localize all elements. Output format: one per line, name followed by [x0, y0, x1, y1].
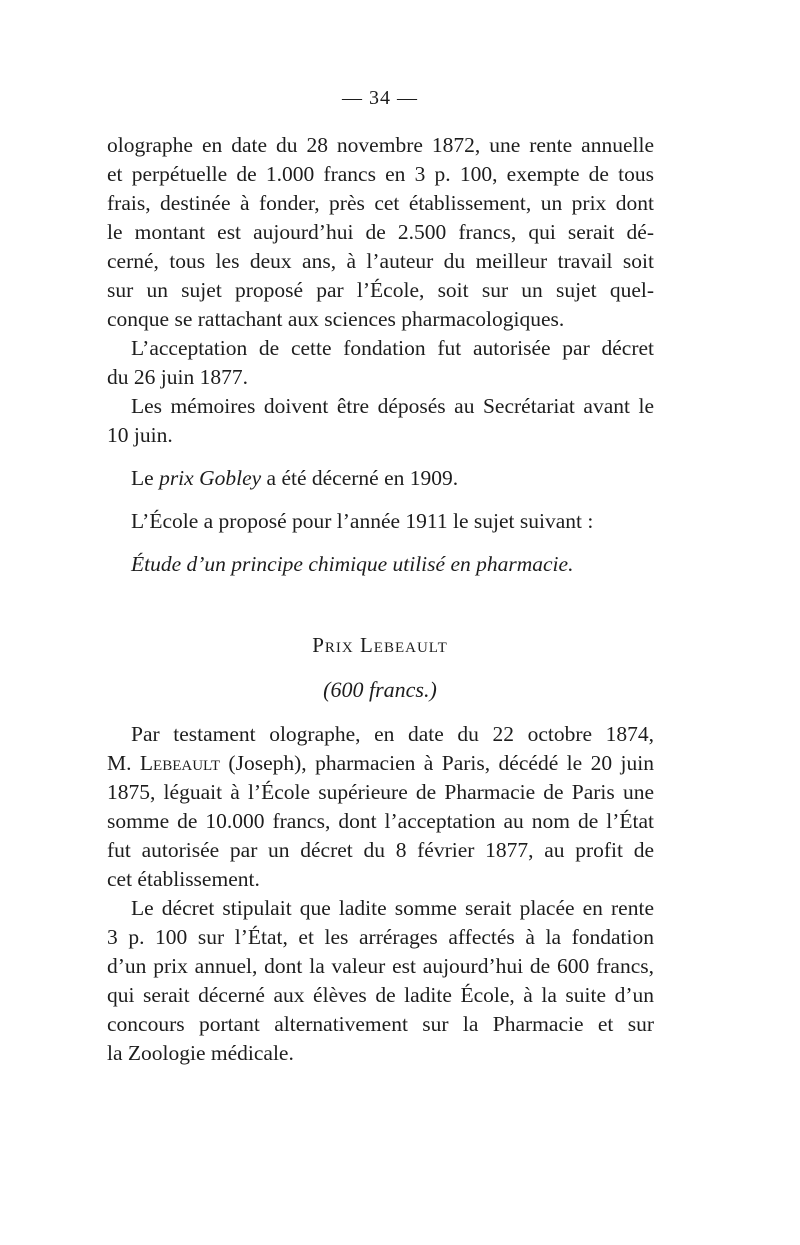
page-number: — 34 — [342, 87, 418, 109]
text-line: Les mémoires doivent être déposés au Secrétariat avant le [131, 394, 654, 418]
text-line: cerné, tous les deux ans, à l’auteur du meilleur travail soit [107, 249, 654, 273]
text-line: L’acceptation de cette fondation fut autorisée par décret [131, 336, 654, 360]
text-line: frais, destinée à fonder, près cet établissement, un prix dont [107, 191, 654, 215]
text-block-gobley [107, 131, 654, 579]
prize-name-italic: prix Gobley [159, 466, 262, 490]
text-line: Par testament olographe, en date du 22 octobre 1874, [131, 722, 654, 746]
subject-title: Étude d’un principe chimique utilisé en pharmacie. [131, 552, 574, 576]
text-line: conque se rattachant aux sciences pharmacologiques. [107, 307, 565, 331]
section-heading: Prix Lebeault [312, 633, 448, 657]
text-line: la Zoologie médicale. [107, 1041, 294, 1065]
section-subheading: (600 francs.) [323, 677, 437, 702]
text-line: qui serait décerné aux élèves de ladite École, à la suite d’un [107, 983, 654, 1007]
text-run: (Joseph), pharmacien à Paris, décédé le 20 juin [220, 751, 654, 775]
text-line: olographe en date du 28 novembre 1872, une rente annuelle [107, 133, 654, 157]
person-name: Lebeault [139, 751, 220, 775]
text-run: Le [131, 466, 160, 490]
text-line: fut autorisée par un décret du 8 février 1877, au profit de [107, 838, 654, 862]
subject-intro-line: L’École a proposé pour l’année 1911 le sujet suivant : [131, 509, 594, 533]
text-line: 3 p. 100 sur l’État, et les arrérages affectés à la fondation [107, 925, 654, 949]
text-line: du 26 juin 1877. [107, 365, 248, 389]
prize-awarded-line [107, 464, 654, 493]
text-run: M. [107, 751, 140, 775]
text-line: d’un prix annuel, dont la valeur est aujourd’hui de 600 francs, [107, 954, 654, 978]
text-line: Le décret stipulait que ladite somme serait placée en rente [131, 896, 654, 920]
text-block-lebeault [107, 720, 654, 1068]
text-run: a été décerné en 1909. [261, 466, 459, 490]
text-line: somme de 10.000 francs, dont l’acceptation au nom de l’État [107, 809, 654, 833]
text-line: cet établissement. [107, 867, 260, 891]
text-line: concours portant alternativement sur la Pharmacie et sur [107, 1012, 654, 1036]
text-line: 10 juin. [107, 423, 173, 447]
text-line: et perpétuelle de 1.000 francs en 3 p. 100, exempte de tous [107, 162, 654, 186]
text-line: le montant est aujourd’hui de 2.500 francs, qui serait dé- [107, 220, 654, 244]
text-line: 1875, léguait à l’École supérieure de Pharmacie de Paris une [107, 780, 654, 804]
text-line: sur un sujet proposé par l’École, soit sur un sujet quel- [107, 278, 654, 302]
text-line-with-name [107, 749, 654, 778]
